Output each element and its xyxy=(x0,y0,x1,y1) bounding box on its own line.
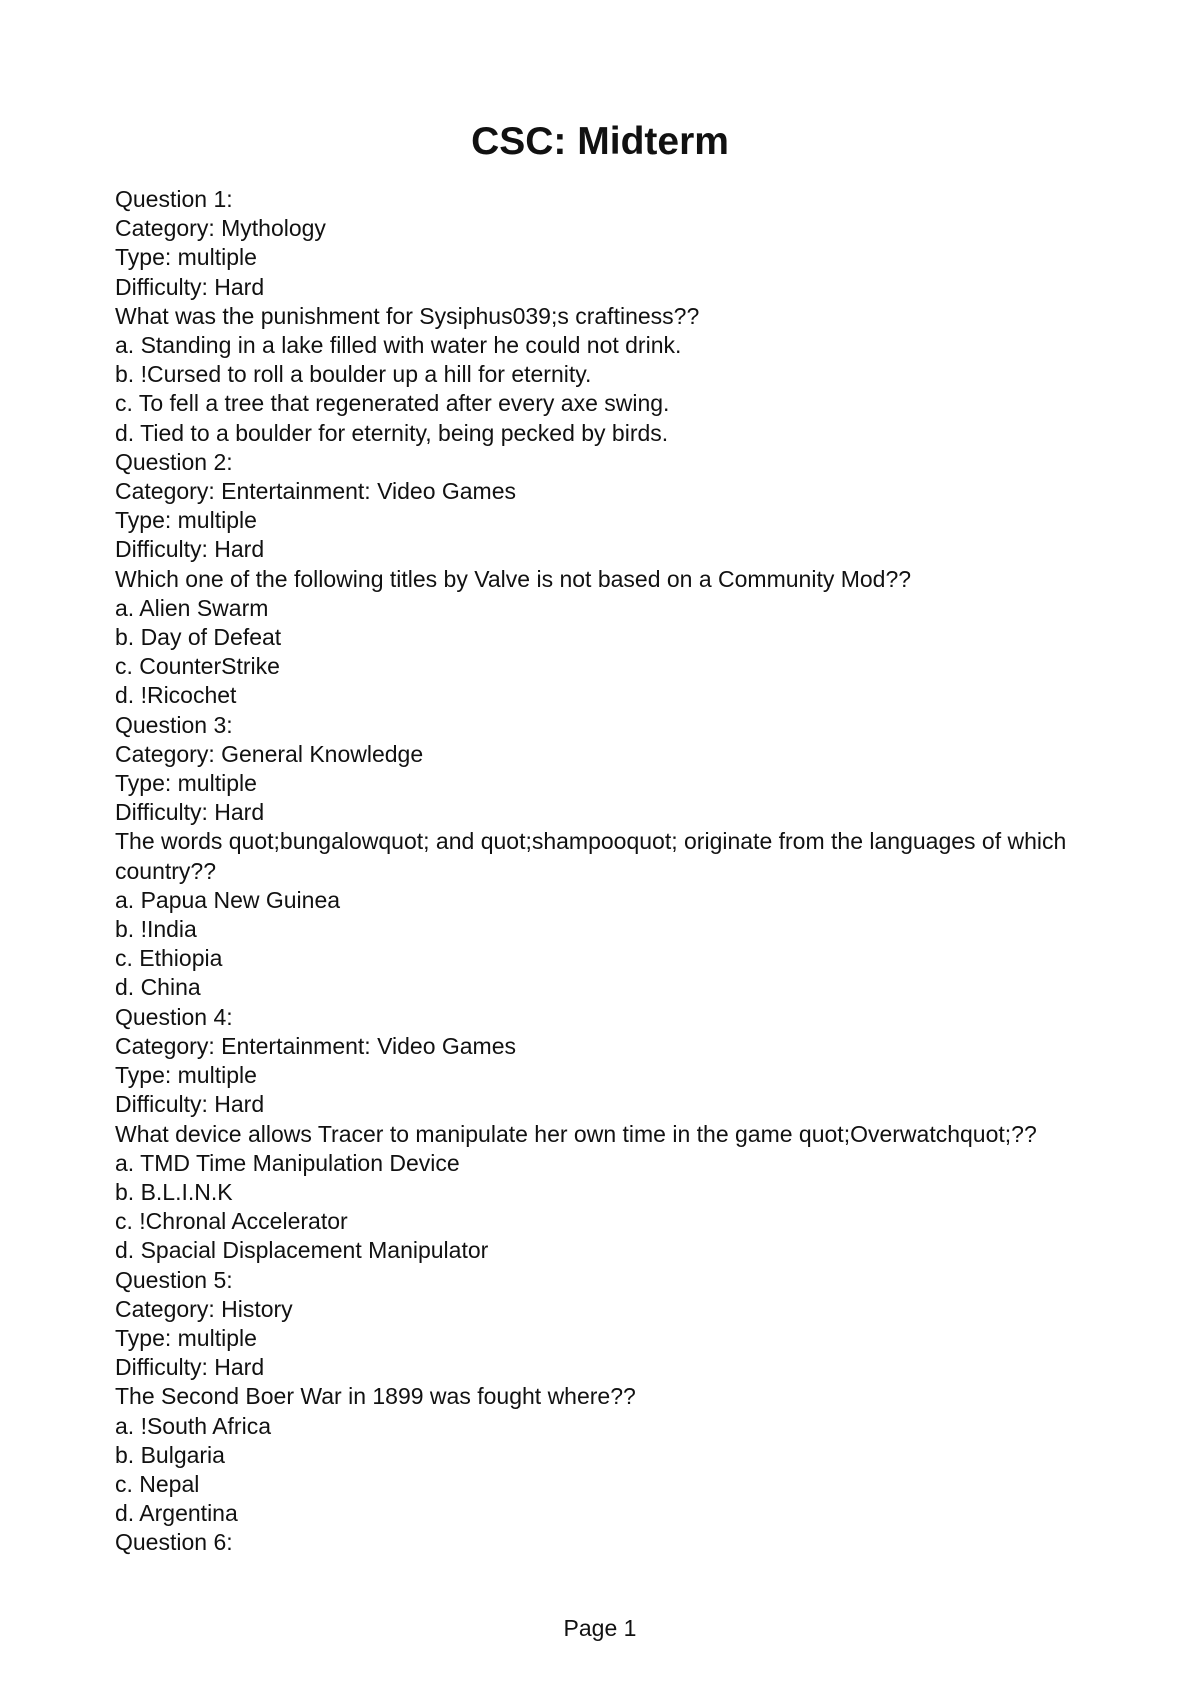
answer-option: c. CounterStrike xyxy=(115,653,280,680)
question-block xyxy=(115,711,1100,1003)
question-difficulty: Difficulty: Hard xyxy=(115,536,265,563)
question-block xyxy=(115,1528,1100,1557)
question-category: Category: Entertainment: Video Games xyxy=(115,1032,517,1059)
answer-option: b. !India xyxy=(115,916,197,943)
answer-option: a. !South Africa xyxy=(115,1412,271,1439)
question-header: Question 2: xyxy=(115,448,233,475)
question-difficulty: Difficulty: Hard xyxy=(115,1354,265,1381)
question-type: Type: multiple xyxy=(115,1324,257,1351)
question-type: Type: multiple xyxy=(115,770,257,797)
answer-option: a. Alien Swarm xyxy=(115,594,269,621)
question-type: Type: multiple xyxy=(115,507,257,534)
answer-option: c. To fell a tree that regenerated after every axe swing. xyxy=(115,390,670,417)
question-category: Category: Entertainment: Video Games xyxy=(115,478,517,505)
question-difficulty: Difficulty: Hard xyxy=(115,799,265,826)
answer-option: a. Papua New Guinea xyxy=(115,886,341,913)
question-text: What was the punishment for Sysiphus039;s craftiness?? xyxy=(115,302,700,329)
question-text: What device allows Tracer to manipulate her own time in the game quot;Overwatchquot;?? xyxy=(115,1120,1037,1147)
question-type: Type: multiple xyxy=(115,1062,257,1089)
answer-option: b. Day of Defeat xyxy=(115,624,282,651)
question-header: Question 5: xyxy=(115,1266,233,1293)
question-block xyxy=(115,185,1100,448)
answer-option: a. Standing in a lake filled with water he could not drink. xyxy=(115,332,682,359)
question-text: Which one of the following titles by Valve is not based on a Community Mod?? xyxy=(115,565,912,592)
answer-option: d. !Ricochet xyxy=(115,682,237,709)
page-number: Page 1 xyxy=(563,1615,637,1641)
question-block xyxy=(115,1003,1100,1266)
answer-option: b. Bulgaria xyxy=(115,1441,225,1468)
answer-option: c. !Chronal Accelerator xyxy=(115,1208,348,1235)
question-category: Category: General Knowledge xyxy=(115,740,424,767)
answer-option: d. Spacial Displacement Manipulator xyxy=(115,1237,489,1264)
answer-option: a. TMD Time Manipulation Device xyxy=(115,1149,460,1176)
answer-option: c. Nepal xyxy=(115,1470,200,1497)
question-category: Category: Mythology xyxy=(115,215,326,242)
question-category: Category: History xyxy=(115,1295,293,1322)
question-list xyxy=(115,185,1100,1558)
answer-option: c. Ethiopia xyxy=(115,945,223,972)
question-header: Question 1: xyxy=(115,186,233,212)
question-block xyxy=(115,1266,1100,1529)
answer-option: d. China xyxy=(115,974,201,1001)
question-block xyxy=(115,448,1100,711)
question-text: The Second Boer War in 1899 was fought where?? xyxy=(115,1383,636,1410)
answer-option: b. !Cursed to roll a boulder up a hill for eternity. xyxy=(115,361,592,388)
question-header: Question 3: xyxy=(115,711,233,738)
question-header: Question 6: xyxy=(115,1529,233,1556)
question-type: Type: multiple xyxy=(115,244,257,271)
question-difficulty: Difficulty: Hard xyxy=(115,1091,265,1118)
question-difficulty: Difficulty: Hard xyxy=(115,273,265,300)
answer-option: b. B.L.I.N.K xyxy=(115,1178,233,1205)
page-title: CSC: Midterm xyxy=(471,120,729,163)
question-text: The words quot;bungalowquot; and quot;shampooquot; originate from the languages of which country?? xyxy=(115,828,1067,884)
answer-option: d. Argentina xyxy=(115,1500,238,1527)
question-header: Question 4: xyxy=(115,1003,233,1030)
answer-option: d. Tied to a boulder for eternity, being pecked by birds. xyxy=(115,419,669,446)
